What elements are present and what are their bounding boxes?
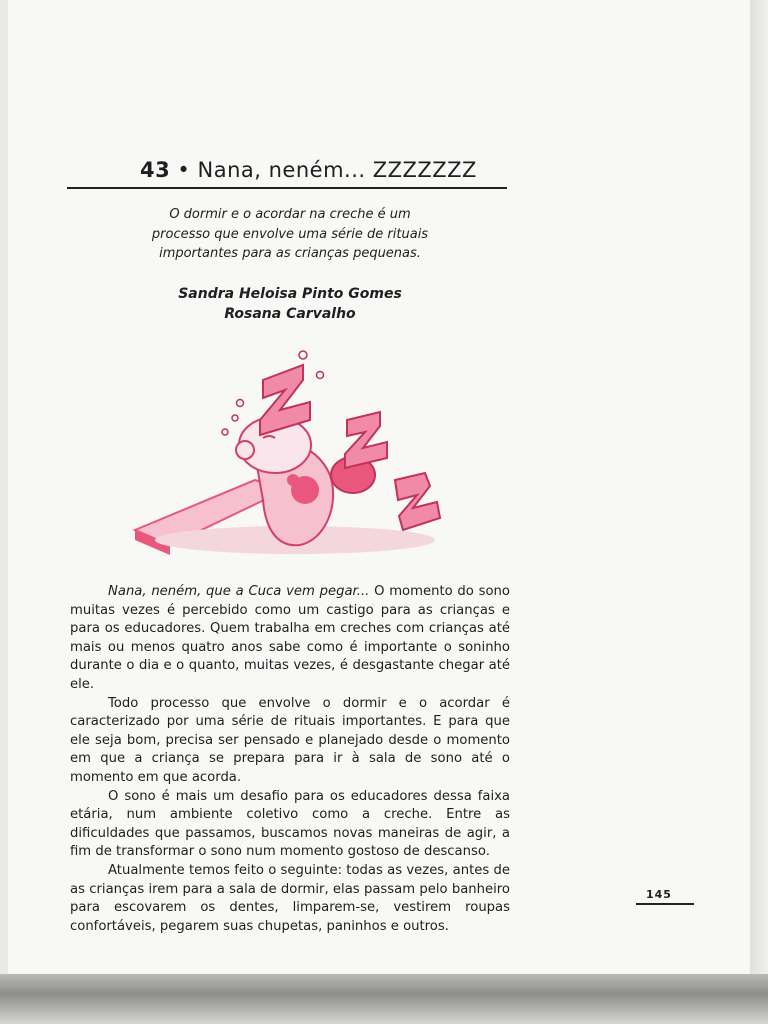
bubble-icon bbox=[299, 351, 307, 359]
page-number: 145 bbox=[646, 888, 672, 901]
z-letter-medium bbox=[345, 412, 387, 468]
epigraph bbox=[120, 205, 460, 264]
z-letter-large bbox=[260, 365, 310, 435]
authors bbox=[120, 284, 460, 324]
epigraph-line: O dormir e o acordar na creche é um bbox=[169, 207, 411, 222]
bubble-icon bbox=[237, 400, 244, 407]
chapter-number: 43 bbox=[140, 158, 171, 182]
chapter-heading bbox=[140, 158, 500, 182]
paragraph: Todo processo que envolve o dormir e o acordar é caracterizado por uma série de rituais importantes. E para que ele seja bom, precisa ser pensado e planejado desde o momento em que a criança se prepara para ir à sala de sono até o momento em que acorda. bbox=[70, 695, 510, 785]
chapter-title: Nana, neném... ZZZZZZZ bbox=[197, 158, 477, 182]
bubble-icon bbox=[317, 372, 324, 379]
paragraph: Atualmente temos feito o seguinte: todas as vezes, antes de as crianças irem para a sala de dormir, elas passam pelo banheiro para escovarem os dentes, limparem-se, vestirem roupas confortáveis, pegarem suas chupetas, paninhos e outros. bbox=[70, 862, 510, 934]
epigraph-line: importantes para as crianças pequenas. bbox=[159, 246, 421, 261]
author-name: Sandra Heloisa Pinto Gomes bbox=[178, 286, 402, 302]
scan-bottom-edge bbox=[0, 974, 768, 1024]
bubble-icon bbox=[222, 429, 228, 435]
paragraph-lead: Nana, neném, que a Cuca vem pegar... bbox=[108, 584, 370, 599]
title-rule bbox=[67, 187, 507, 189]
chapter-bullet: • bbox=[177, 158, 191, 182]
body-text bbox=[70, 583, 510, 936]
sleeping-baby-zzz-illustration bbox=[125, 340, 460, 565]
baby-nose bbox=[236, 441, 254, 459]
bubble-icon bbox=[232, 415, 238, 421]
paragraph-rest: O momento do sono muitas vezes é percebido como um castigo para as crianças e para os educadores. Quem trabalha em creches com crianças até mais ou menos quatro anos sabe como é importante o soninho durante o dia e o quanto, muitas vezes, é desgastante chegar até ele. bbox=[70, 584, 510, 692]
teddy-ear bbox=[287, 474, 299, 486]
paragraph bbox=[70, 583, 510, 695]
paragraph: O sono é mais um desafio para os educadores dessa faixa etária, num ambiente coletivo como a creche. Entre as dificuldades que passamos, buscamos novas maneiras de agir, a fim de transformar o sono num momento gostoso de descanso. bbox=[70, 788, 510, 860]
page-number-rule bbox=[636, 903, 694, 905]
z-letter-small bbox=[395, 473, 440, 530]
author-name: Rosana Carvalho bbox=[224, 306, 356, 322]
epigraph-line: processo que envolve uma série de rituais bbox=[151, 226, 429, 242]
page-edge bbox=[750, 0, 768, 974]
